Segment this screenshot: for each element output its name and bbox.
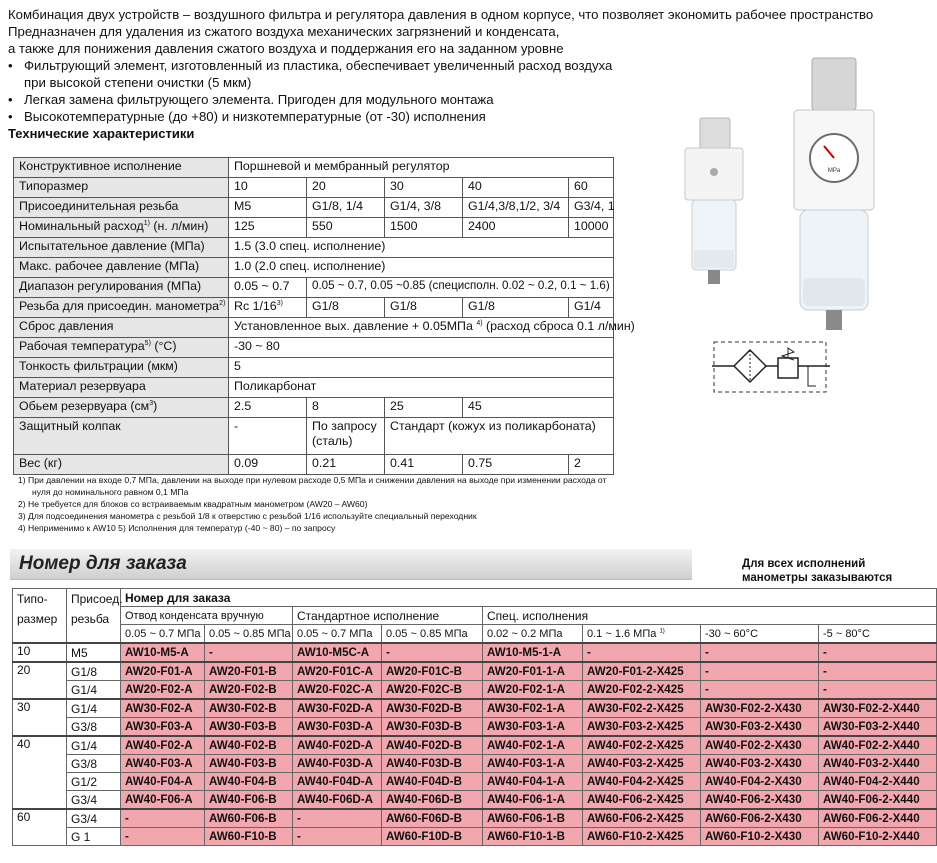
spec-value: G3/4, 1 bbox=[569, 198, 614, 218]
thread-cell: G1/2 bbox=[67, 773, 121, 791]
thread-cell: G3/8 bbox=[67, 718, 121, 737]
order-code-cell: AW60-F10-2-X425 bbox=[583, 828, 701, 846]
table-row bbox=[13, 662, 937, 681]
spec-label: Конструктивное исполнение bbox=[14, 158, 229, 178]
order-code-cell: AW40-F02-2-X430 bbox=[701, 736, 819, 755]
order-code-cell: AW30-F02-2-X425 bbox=[583, 699, 701, 718]
order-code-cell: AW20-F01-1-A bbox=[483, 662, 583, 681]
label-text: Номинальный расход bbox=[19, 219, 144, 233]
spec-row bbox=[14, 218, 614, 238]
table-row bbox=[13, 791, 937, 810]
order-code-cell: AW40-F02-2-X425 bbox=[583, 736, 701, 755]
order-code-cell: AW60-F10-1-B bbox=[483, 828, 583, 846]
spec-label: Присоединительная резьба bbox=[14, 198, 229, 218]
range-header: 0.05 ~ 0.7 МПа bbox=[121, 625, 205, 644]
order-code-cell: AW40-F04-2-X440 bbox=[819, 773, 937, 791]
spec-label: Типоразмер bbox=[14, 178, 229, 198]
bullet-text: Высокотемпературные (до +80) и низкотемпературные (от -30) исполнения bbox=[24, 109, 486, 124]
value-text: (расход сброса 0.1 л/мин) bbox=[486, 319, 635, 333]
spec-value: 2 bbox=[569, 455, 614, 475]
range-text: 0.1 ~ 1.6 МПа bbox=[587, 627, 657, 640]
bullet-mark: • bbox=[8, 92, 13, 107]
spec-label: Вес (кг) bbox=[14, 455, 229, 475]
product-photo bbox=[680, 50, 930, 340]
value-text: Установленное вых. давление + 0.05МПа bbox=[234, 319, 473, 333]
footnote: 4) Неприменимо к AW10 5) Исполнения для температур (-40 ~ 80) – по запросу bbox=[18, 523, 336, 533]
thread-cell: G1/4 bbox=[67, 681, 121, 700]
range-header: 0.05 ~ 0.85 МПа bbox=[205, 625, 293, 644]
order-code-cell: AW60-F06-2-X440 bbox=[819, 809, 937, 828]
bullet-text: Фильтрующий элемент, изготовленный из пластика, обеспечивает увеличенный расход воздуха bbox=[24, 58, 613, 73]
order-code-cell: - bbox=[293, 828, 382, 846]
table-row bbox=[13, 755, 937, 773]
order-code-cell: AW40-F06-2-X430 bbox=[701, 791, 819, 810]
spec-value: 0.41 bbox=[385, 455, 463, 475]
spec-value: 25 bbox=[385, 398, 463, 418]
range-header: -5 ~ 80°C bbox=[819, 625, 937, 644]
order-code-cell: AW20-F02-A bbox=[121, 681, 205, 700]
spec-row bbox=[14, 278, 614, 298]
spec-table bbox=[13, 157, 635, 475]
bullet-text: при высокой степени очистки (5 мкм) bbox=[24, 75, 252, 90]
order-code-cell: - bbox=[205, 643, 293, 662]
order-code-cell: - bbox=[583, 643, 701, 662]
spec-value: 5 bbox=[229, 358, 614, 378]
order-code-cell: AW20-F01C-B bbox=[382, 662, 483, 681]
thread-cell: G1/8 bbox=[67, 662, 121, 681]
table-row bbox=[13, 681, 937, 700]
size-cell: 10 bbox=[13, 643, 67, 662]
order-code-cell: AW30-F02D-B bbox=[382, 699, 483, 718]
bullet-mark: • bbox=[8, 109, 13, 124]
spec-value: Поликарбонат bbox=[229, 378, 614, 398]
order-code-cell: AW30-F03-A bbox=[121, 718, 205, 737]
spec-value: G1/8, 1/4 bbox=[307, 198, 385, 218]
spec-value: 2400 bbox=[463, 218, 569, 238]
order-code-cell: AW60-F06-2-X430 bbox=[701, 809, 819, 828]
spec-value: 0.21 bbox=[307, 455, 385, 475]
range-header: 0.05 ~ 0.85 МПа bbox=[382, 625, 483, 644]
footnote-mark: 1) bbox=[659, 627, 665, 634]
spec-value: 8 bbox=[307, 398, 385, 418]
thread-cell: G1/4 bbox=[67, 736, 121, 755]
spec-value: G1/4, 3/8 bbox=[385, 198, 463, 218]
spec-row bbox=[14, 318, 614, 338]
footnotes bbox=[18, 474, 628, 534]
order-code-cell: AW20-F02-2-X425 bbox=[583, 681, 701, 700]
order-code-cell: AW60-F06-B bbox=[205, 809, 293, 828]
spec-value: По запросу (сталь) bbox=[307, 418, 385, 455]
spec-value: 45 bbox=[463, 398, 614, 418]
order-code-cell: AW10-M5C-A bbox=[293, 643, 382, 662]
header-order-number: Номер для заказа bbox=[121, 589, 937, 607]
order-code-cell: AW40-F04D-B bbox=[382, 773, 483, 791]
spec-value: 0.05 ~ 0.7 bbox=[229, 278, 307, 298]
order-code-cell: AW40-F02-1-A bbox=[483, 736, 583, 755]
order-code-cell: AW40-F02D-A bbox=[293, 736, 382, 755]
size-cell: 20 bbox=[13, 662, 67, 699]
spec-value: 0.75 bbox=[463, 455, 569, 475]
spec-value: G1/8 bbox=[385, 298, 463, 318]
table-row bbox=[13, 736, 937, 755]
spec-label bbox=[14, 218, 229, 238]
order-code-cell: AW30-F03-2-X430 bbox=[701, 718, 819, 737]
header-size: Типо-размер bbox=[13, 589, 67, 644]
filter-regulator-symbol-icon bbox=[712, 338, 832, 400]
table-row bbox=[13, 718, 937, 737]
order-table bbox=[12, 588, 937, 846]
order-code-cell: AW20-F02C-B bbox=[382, 681, 483, 700]
order-code-cell: AW40-F03-2-X430 bbox=[701, 755, 819, 773]
spec-row bbox=[14, 398, 614, 418]
label-text: Обьем резервуара (см bbox=[19, 399, 150, 413]
order-code-cell: AW40-F04D-A bbox=[293, 773, 382, 791]
order-code-cell: - bbox=[382, 643, 483, 662]
order-code-cell: AW30-F03-1-A bbox=[483, 718, 583, 737]
spec-value bbox=[229, 318, 635, 338]
spec-value: 550 bbox=[307, 218, 385, 238]
order-code-cell: AW30-F02-1-A bbox=[483, 699, 583, 718]
spec-row bbox=[14, 198, 614, 218]
order-code-cell: AW20-F01-B bbox=[205, 662, 293, 681]
gauge-note: Для всех исполнений манометры заказываются bbox=[742, 558, 893, 584]
intro-line-3: а также для понижения давления сжатого воздуха и поддержания его на заданном уровне bbox=[8, 41, 564, 56]
footnote: 2) Не требуется для блоков со встраиваемым квадратным манометром (AW20 – AW60) bbox=[18, 499, 368, 509]
spec-row bbox=[14, 238, 614, 258]
order-code-cell: AW40-F02-B bbox=[205, 736, 293, 755]
spec-value: M5 bbox=[229, 198, 307, 218]
order-code-cell: AW60-F06-2-X425 bbox=[583, 809, 701, 828]
order-header-row bbox=[13, 589, 937, 607]
bullet-mark: • bbox=[8, 58, 13, 73]
footnote: нуля до номинального равном 0,1 МПа bbox=[32, 487, 189, 497]
spec-label bbox=[14, 398, 229, 418]
footnote: 3) Для подсоединения манометра с резьбой 1/8 к отверстию с резьбой 1/16 используйте специальный переходник bbox=[18, 511, 477, 521]
order-code-cell: AW20-F02-1-A bbox=[483, 681, 583, 700]
spec-value: -30 ~ 80 bbox=[229, 338, 614, 358]
spec-value: 60 bbox=[569, 178, 614, 198]
label-text: ) bbox=[153, 399, 158, 413]
table-row bbox=[13, 773, 937, 791]
order-section-header bbox=[10, 549, 692, 580]
order-code-cell: AW40-F03-B bbox=[205, 755, 293, 773]
range-header: 0.05 ~ 0.7 МПа bbox=[293, 625, 382, 644]
order-code-cell: - bbox=[121, 809, 205, 828]
thread-cell: M5 bbox=[67, 643, 121, 662]
spec-row bbox=[14, 455, 614, 475]
spec-value: - bbox=[229, 418, 307, 455]
spec-row bbox=[14, 418, 614, 455]
order-code-cell: AW40-F06-1-A bbox=[483, 791, 583, 810]
order-code-cell: AW40-F06-B bbox=[205, 791, 293, 810]
range-header: 0.02 ~ 0.2 МПа bbox=[483, 625, 583, 644]
spec-label: Материал резервуара bbox=[14, 378, 229, 398]
spec-value: 1.5 (3.0 спец. исполнение) bbox=[229, 238, 614, 258]
spec-value: 2.5 bbox=[229, 398, 307, 418]
spec-value bbox=[229, 298, 307, 318]
order-code-cell: AW40-F06-A bbox=[121, 791, 205, 810]
tech-heading: Технические характеристики bbox=[8, 126, 195, 141]
spec-value: 10 bbox=[229, 178, 307, 198]
order-code-cell: AW40-F03-2-X425 bbox=[583, 755, 701, 773]
intro-line-1: Комбинация двух устройств – воздушного фильтра и регулятора давления в одном корпусе, что позволяет экономить рабочее пространство bbox=[8, 7, 874, 22]
order-code-cell: - bbox=[819, 662, 937, 681]
order-code-cell: AW60-F10-2-X430 bbox=[701, 828, 819, 846]
order-code-cell: AW30-F02-A bbox=[121, 699, 205, 718]
header-special: Спец. исполнения bbox=[483, 607, 937, 625]
order-code-cell: - bbox=[701, 643, 819, 662]
table-row bbox=[13, 699, 937, 718]
footnote-mark: 1) bbox=[143, 219, 150, 227]
spec-value: G1/8 bbox=[463, 298, 569, 318]
label-text: Рабочая температура bbox=[19, 339, 145, 353]
spec-label: Макс. рабочее давление (МПа) bbox=[14, 258, 229, 278]
order-code-cell: AW30-F03-B bbox=[205, 718, 293, 737]
spec-value: 125 bbox=[229, 218, 307, 238]
size-cell: 60 bbox=[13, 809, 67, 846]
order-code-cell: AW40-F03D-A bbox=[293, 755, 382, 773]
spec-value: 1.0 (2.0 спец. исполнение) bbox=[229, 258, 614, 278]
order-code-cell: AW30-F02D-A bbox=[293, 699, 382, 718]
range-header bbox=[583, 625, 701, 644]
order-code-cell: AW10-M5-A bbox=[121, 643, 205, 662]
spec-value: 30 bbox=[385, 178, 463, 198]
thread-cell: G1/4 bbox=[67, 699, 121, 718]
order-code-cell: AW40-F03-1-A bbox=[483, 755, 583, 773]
label-text: Резьба для присоедин. манометра bbox=[19, 299, 220, 313]
order-code-cell: AW40-F04-2-X430 bbox=[701, 773, 819, 791]
table-row bbox=[13, 809, 937, 828]
order-code-cell: AW40-F02-A bbox=[121, 736, 205, 755]
thread-cell: G 1 bbox=[67, 828, 121, 846]
order-code-cell: AW10-M5-1-A bbox=[483, 643, 583, 662]
order-code-cell: AW30-F03-2-X425 bbox=[583, 718, 701, 737]
order-code-cell: AW40-F06D-A bbox=[293, 791, 382, 810]
order-code-cell: AW20-F01-A bbox=[121, 662, 205, 681]
order-code-cell: AW30-F03D-B bbox=[382, 718, 483, 737]
order-body bbox=[13, 643, 937, 846]
table-row bbox=[13, 643, 937, 662]
order-code-cell: AW40-F04-B bbox=[205, 773, 293, 791]
spec-label bbox=[14, 338, 229, 358]
order-code-cell: AW20-F01C-A bbox=[293, 662, 382, 681]
order-code-cell: AW60-F06D-B bbox=[382, 809, 483, 828]
order-code-cell: AW40-F04-A bbox=[121, 773, 205, 791]
spec-value: Стандарт (кожух из поликарбоната) bbox=[385, 418, 614, 455]
order-code-cell: - bbox=[121, 828, 205, 846]
order-code-cell: - bbox=[701, 662, 819, 681]
footnote-mark: 3) bbox=[276, 299, 283, 307]
spec-row bbox=[14, 338, 614, 358]
spec-value: 40 bbox=[463, 178, 569, 198]
order-code-cell: AW30-F03-2-X440 bbox=[819, 718, 937, 737]
spec-label: Испытательное давление (МПа) bbox=[14, 238, 229, 258]
order-title: Номер для заказа bbox=[19, 553, 187, 574]
order-code-cell: AW40-F02-2-X440 bbox=[819, 736, 937, 755]
order-code-cell: AW60-F10D-B bbox=[382, 828, 483, 846]
spec-value: Поршневой и мембранный регулятор bbox=[229, 158, 614, 178]
spec-row bbox=[14, 298, 614, 318]
label-text: (н. л/мин) bbox=[149, 219, 209, 233]
order-code-cell: AW40-F06D-B bbox=[382, 791, 483, 810]
range-header: -30 ~ 60°C bbox=[701, 625, 819, 644]
order-code-cell: AW20-F02C-A bbox=[293, 681, 382, 700]
spec-row bbox=[14, 358, 614, 378]
order-code-cell: AW40-F02D-B bbox=[382, 736, 483, 755]
order-code-cell: - bbox=[293, 809, 382, 828]
order-code-cell: AW40-F03D-B bbox=[382, 755, 483, 773]
order-code-cell: AW40-F06-2-X440 bbox=[819, 791, 937, 810]
order-code-cell: AW20-F02-B bbox=[205, 681, 293, 700]
order-code-cell: - bbox=[819, 681, 937, 700]
order-code-cell: AW30-F02-B bbox=[205, 699, 293, 718]
header-thread: Присоед. резьба bbox=[67, 589, 121, 644]
spec-value: G1/4,3/8,1/2, 3/4 bbox=[463, 198, 569, 218]
value-text: Rc 1/16 bbox=[234, 299, 277, 313]
label-text: (°C) bbox=[150, 339, 177, 353]
spec-label bbox=[14, 298, 229, 318]
order-code-cell: AW40-F03-2-X440 bbox=[819, 755, 937, 773]
header-manual: Отвод конденсата вручную bbox=[121, 607, 293, 625]
order-code-cell: AW60-F10-B bbox=[205, 828, 293, 846]
order-code-cell: AW40-F03-A bbox=[121, 755, 205, 773]
footnote: 1) При давлении на входе 0,7 МПа, давлении на выходе при нулевом расходе 0,5 МПа и снижении давления на выходе при изменении расхода от bbox=[18, 475, 607, 485]
spec-row bbox=[14, 258, 614, 278]
order-code-cell: AW40-F06-2-X425 bbox=[583, 791, 701, 810]
spec-value: 0.09 bbox=[229, 455, 307, 475]
order-header-row bbox=[13, 607, 937, 625]
spec-value: 1500 bbox=[385, 218, 463, 238]
footnote-mark: 2) bbox=[219, 299, 226, 307]
spec-row bbox=[14, 178, 614, 198]
superscript: 3 bbox=[149, 399, 154, 407]
spec-value: 10000 bbox=[569, 218, 614, 238]
thread-cell: G3/8 bbox=[67, 755, 121, 773]
spec-label: Защитный колпак bbox=[14, 418, 229, 455]
intro-line-2: Предназначен для удаления из сжатого воздуха механических загрязнений и конденсата, bbox=[8, 24, 560, 39]
bullet-text: Легкая замена фильтрующего элемента. Пригоден для модульного монтажа bbox=[24, 92, 494, 107]
table-row bbox=[13, 828, 937, 846]
footnote-mark: 4) bbox=[476, 319, 483, 327]
order-code-cell: AW60-F10-2-X440 bbox=[819, 828, 937, 846]
footnote-mark: 5) bbox=[144, 339, 151, 347]
order-code-cell: AW40-F04-1-A bbox=[483, 773, 583, 791]
spec-value: 20 bbox=[307, 178, 385, 198]
spec-label: Диапазон регулирования (МПа) bbox=[14, 278, 229, 298]
order-code-cell: - bbox=[701, 681, 819, 700]
thread-cell: G3/4 bbox=[67, 809, 121, 828]
size-cell: 40 bbox=[13, 736, 67, 809]
order-code-cell: - bbox=[819, 643, 937, 662]
header-standard: Стандартное исполнение bbox=[293, 607, 483, 625]
order-code-cell: AW20-F01-2-X425 bbox=[583, 662, 701, 681]
order-code-cell: AW40-F04-2-X425 bbox=[583, 773, 701, 791]
order-code-cell: AW30-F03D-A bbox=[293, 718, 382, 737]
spec-label: Тонкость фильтрации (мкм) bbox=[14, 358, 229, 378]
spec-label: Сброс давления bbox=[14, 318, 229, 338]
gauge-label: MPa bbox=[827, 168, 841, 174]
spec-row bbox=[14, 378, 614, 398]
size-cell: 30 bbox=[13, 699, 67, 736]
order-code-cell: AW60-F06-1-B bbox=[483, 809, 583, 828]
order-code-cell: AW30-F02-2-X430 bbox=[701, 699, 819, 718]
order-code-cell: AW30-F02-2-X440 bbox=[819, 699, 937, 718]
spec-value: 0.05 ~ 0.7, 0.05 ~0.85 (специсполн. 0.02 ~ 0.2, 0.1 ~ 1.6) bbox=[307, 278, 614, 298]
spec-value: G1/4 bbox=[569, 298, 614, 318]
spec-value: G1/8 bbox=[307, 298, 385, 318]
spec-row bbox=[14, 158, 614, 178]
order-header-row bbox=[13, 625, 937, 644]
thread-cell: G3/4 bbox=[67, 791, 121, 810]
